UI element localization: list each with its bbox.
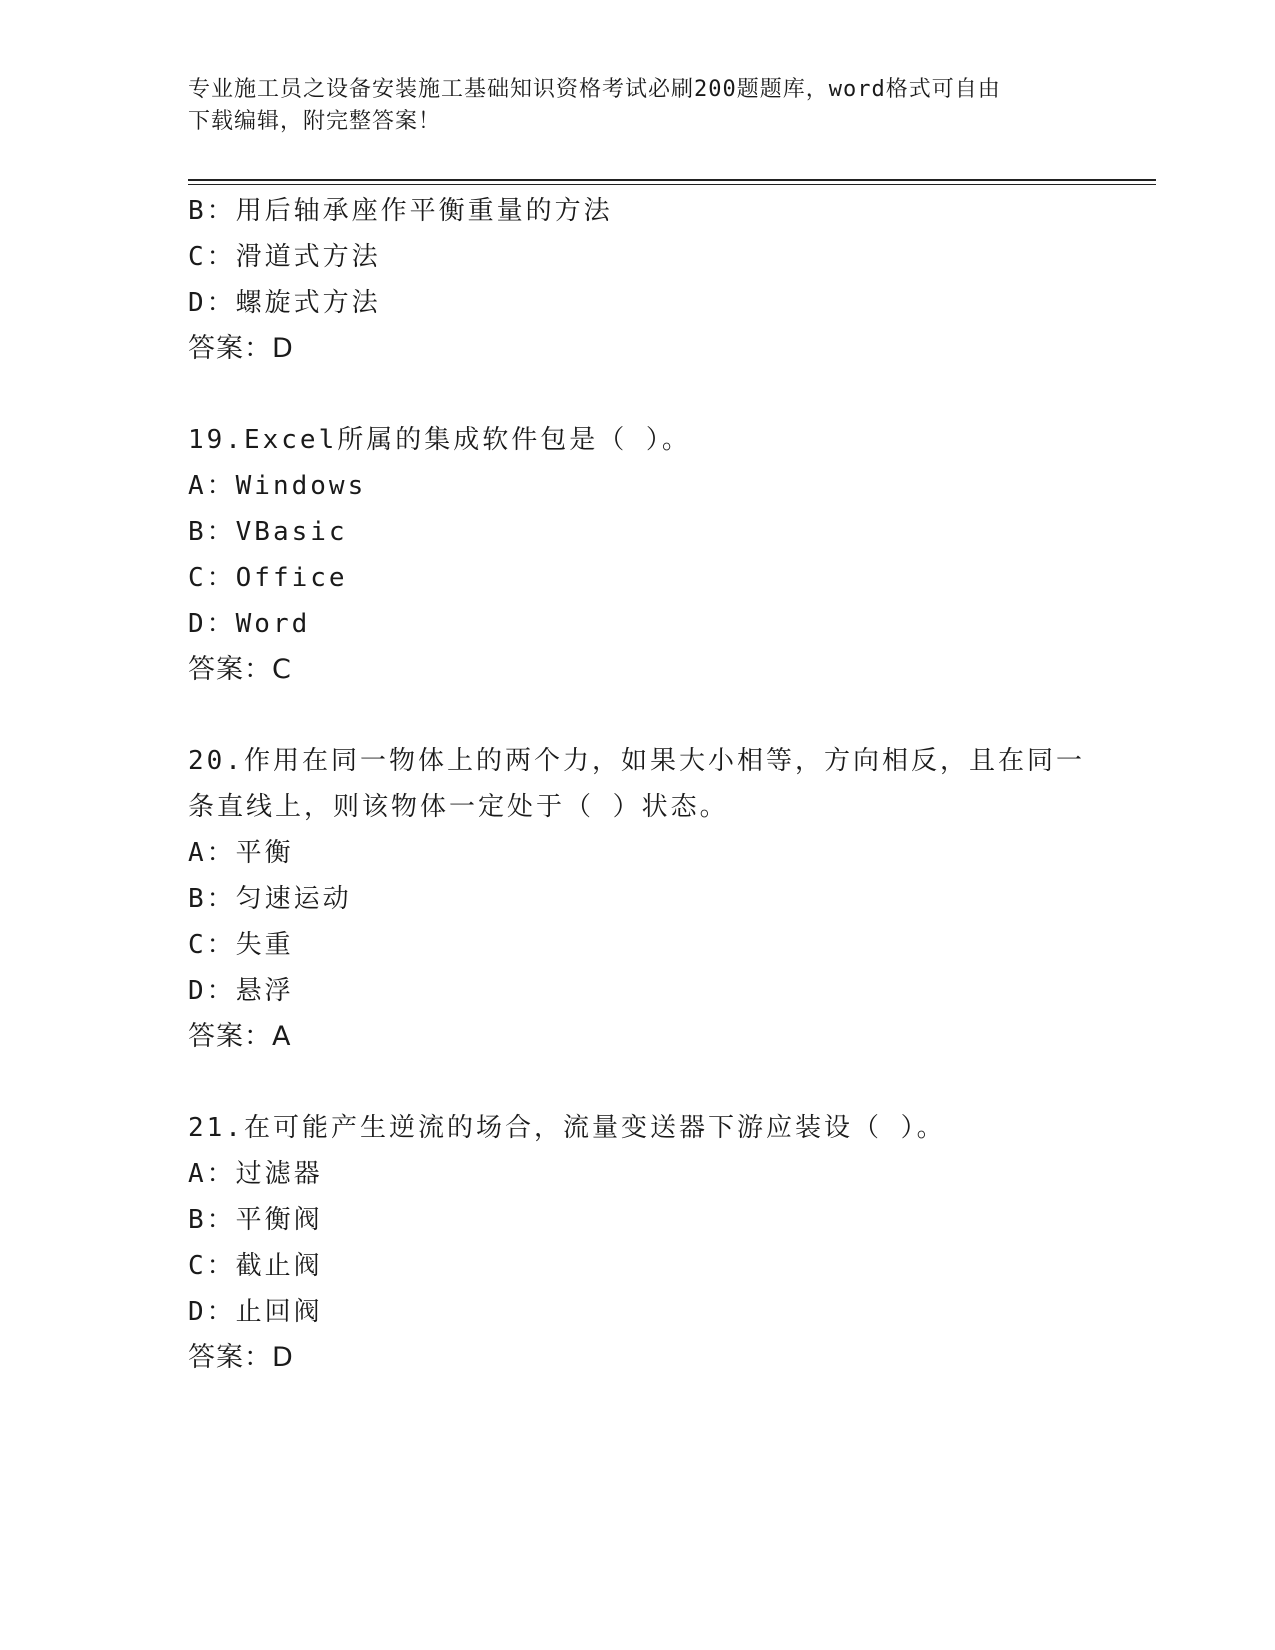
question-text: 21.在可能产生逆流的场合，流量变送器下游应装设（ ）。	[188, 1113, 946, 1143]
question-block-21	[188, 1105, 1088, 1381]
option-a: A：Windows	[188, 471, 367, 501]
option-b: B：匀速运动	[188, 884, 352, 914]
answer-line: 答案：D	[188, 333, 294, 364]
spacer	[188, 1060, 1088, 1105]
option-c: C：滑道式方法	[188, 242, 381, 272]
question-text-continued: 条直线上，则该物体一定处于（ ）状态。	[188, 792, 729, 822]
answer-line: 答案：D	[188, 1342, 294, 1373]
option-c: C：Office	[188, 563, 348, 593]
option-d: D：止回阀	[188, 1297, 323, 1327]
spacer	[188, 372, 1088, 417]
option-a: A：平衡	[188, 838, 294, 868]
question-list	[188, 188, 1088, 1381]
header-line-1: 专业施工员之设备安装施工基础知识资格考试必刷200题题库，word格式可自由	[188, 77, 1001, 102]
option-d: D：Word	[188, 609, 311, 639]
spacer	[188, 693, 1088, 738]
header-rule-thin	[188, 184, 1156, 185]
option-b: B：VBasic	[188, 517, 348, 547]
header-rule-thick	[188, 179, 1156, 181]
option-b: B：平衡阀	[188, 1205, 323, 1235]
question-block-fragment	[188, 188, 1088, 372]
answer-line: 答案：A	[188, 1021, 292, 1052]
option-b: B：用后轴承座作平衡重量的方法	[188, 196, 613, 226]
document-header	[188, 74, 1068, 138]
question-text: 20.作用在同一物体上的两个力，如果大小相等，方向相反，且在同一	[188, 746, 1085, 776]
answer-line: 答案：C	[188, 654, 292, 685]
question-block-19	[188, 417, 1088, 693]
option-c: C：截止阀	[188, 1251, 323, 1281]
option-c: C：失重	[188, 930, 294, 960]
header-line-2: 下载编辑，附完整答案！	[188, 109, 442, 134]
question-text: 19.Excel所属的集成软件包是（ ）。	[188, 425, 691, 455]
option-d: D：螺旋式方法	[188, 288, 381, 318]
option-a: A：过滤器	[188, 1159, 323, 1189]
question-block-20	[188, 738, 1088, 1060]
option-d: D：悬浮	[188, 976, 294, 1006]
